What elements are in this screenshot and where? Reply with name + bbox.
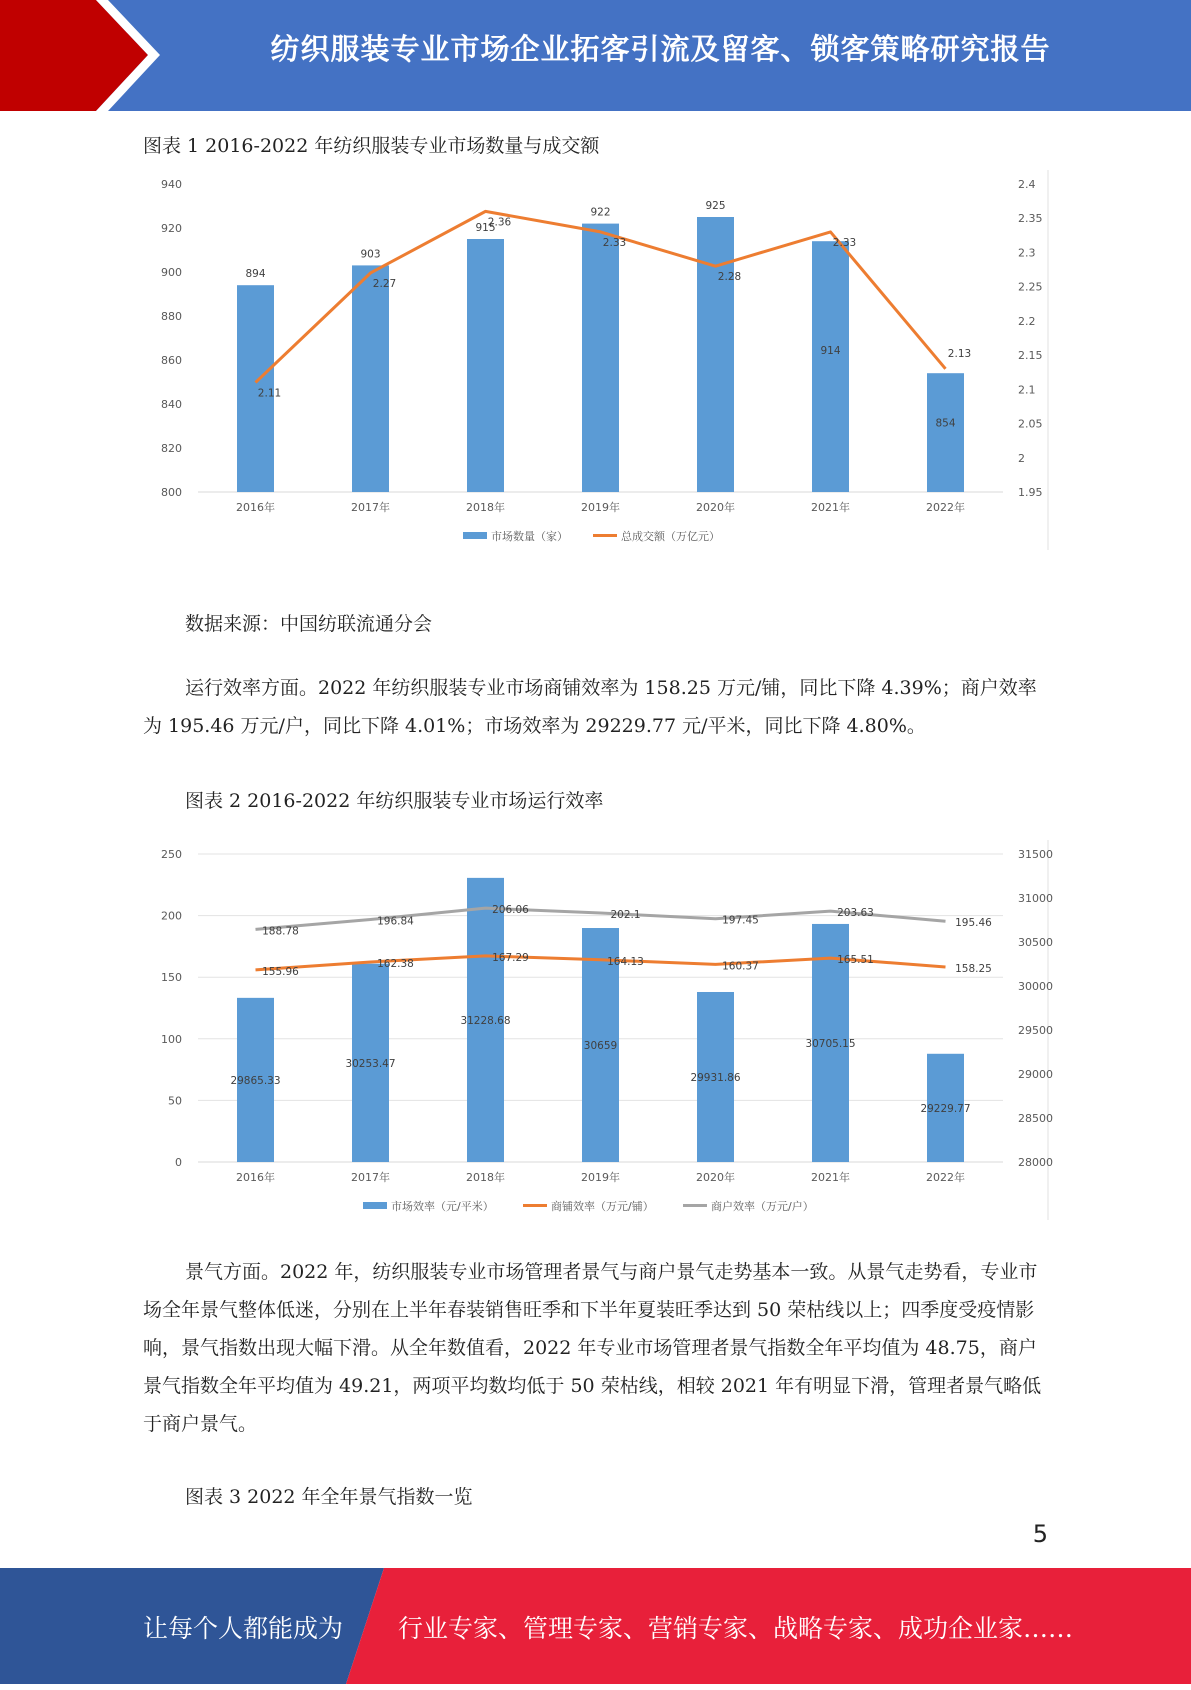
bar (697, 217, 734, 492)
bar-data-label: 914 (820, 345, 841, 358)
y-left-tick-label: 100 (161, 1032, 182, 1046)
bar (467, 239, 504, 492)
line-data-label: 162.38 (377, 957, 414, 970)
line-data-label: 2.36 (487, 216, 512, 229)
y-right-tick-label: 2.15 (1018, 349, 1043, 363)
x-tick-label: 2018年 (466, 501, 505, 514)
line-data-label: 2.33 (832, 236, 857, 249)
line-data-label: 2.28 (717, 271, 742, 284)
line-data-label: 2.11 (257, 387, 282, 400)
bar-data-label: 30253.47 (345, 1057, 396, 1070)
bar (352, 265, 389, 492)
y-left-tick-label: 820 (161, 442, 182, 455)
x-tick-label: 2020年 (696, 1171, 735, 1184)
line-data-label: 158.25 (955, 963, 992, 976)
y-left-tick-label: 200 (161, 909, 182, 923)
line-data-label: 167.29 (492, 951, 529, 964)
bar-data-label: 915 (475, 222, 496, 234)
line-data-label: 196.84 (377, 915, 414, 928)
y-right-tick-label: 2.25 (1018, 280, 1043, 294)
footer-slogan-right: 行业专家、管理专家、营销专家、战略专家、成功企业家…… (398, 1614, 1074, 1643)
bar-data-label: 29931.86 (690, 1071, 741, 1084)
y-right-tick-label: 2 (1018, 451, 1025, 465)
bar-data-label: 30705.15 (805, 1037, 856, 1050)
bar-data-label: 894 (245, 268, 266, 281)
y-left-tick-label: 0 (175, 1156, 182, 1169)
y-left-tick-label: 150 (161, 971, 182, 985)
y-right-tick-label: 2.05 (1018, 417, 1043, 431)
x-tick-label: 2016年 (236, 1171, 275, 1184)
page-footer (0, 1568, 1191, 1684)
x-tick-label: 2021年 (811, 501, 850, 514)
x-tick-label: 2019年 (581, 501, 620, 514)
bar-data-label: 903 (360, 248, 381, 261)
y-left-tick-label: 940 (161, 178, 182, 191)
chart2-container (143, 840, 1053, 1224)
header-title: 纺织服装专业市场企业拓客引流及留客、锁客策略研究报告 (270, 32, 1051, 66)
chart1-svg (143, 170, 1048, 550)
legend-swatch (363, 1202, 387, 1209)
y-left-tick-label: 50 (168, 1094, 182, 1108)
line-data-label: 2.33 (602, 236, 627, 249)
line-data-label: 202.1 (610, 909, 641, 922)
y-left-tick-label: 880 (161, 310, 182, 323)
data-source: 数据来源：中国纺联流通分会 (185, 613, 433, 635)
chart2-svg (143, 840, 1053, 1220)
y-right-tick-label: 28000 (1018, 1156, 1053, 1169)
y-right-tick-label: 28500 (1018, 1112, 1053, 1125)
line-data-label: 164.13 (607, 955, 644, 968)
x-tick-label: 2019年 (581, 1171, 620, 1184)
y-right-tick-label: 31000 (1018, 892, 1053, 905)
figure2-caption: 图表 2 2016-2022 年纺织服装专业市场运行效率 (185, 790, 604, 812)
legend-label: 商户效率（万元/户） (711, 1200, 814, 1213)
legend-label: 总成交额（万亿元） (621, 530, 720, 543)
paragraph-efficiency: 运行效率方面。2022 年纺织服装专业市场商铺效率为 158.25 万元/铺，同比下降 4.39%；商户效率为 195.46 万元/户，同比下降 4.01%；市场效率为 29229.77 元/平米，同比下降 4.80%。 (143, 677, 1037, 737)
bar-data-label: 925 (705, 200, 726, 212)
x-tick-label: 2016年 (236, 501, 275, 514)
chart1-container (143, 170, 1048, 554)
y-left-tick-label: 250 (161, 848, 182, 861)
bar-data-label: 30659 (583, 1040, 618, 1053)
bar (582, 224, 619, 492)
x-tick-label: 2017年 (351, 1171, 390, 1184)
y-left-tick-label: 800 (161, 486, 182, 499)
paragraph-sentiment: 景气方面。2022 年，纺织服装专业市场管理者景气与商户景气走势基本一致。从景气走势看，专业市场全年景气整体低迷，分别在上半年春装销售旺季和下半年夏装旺季达到 50 荣枯线以上；四季度受疫情影响，景气指数出现大幅下滑。从全年数值看，2022 年专业市场管理者景气指数全年平均值为 48.75，商户景气指数全年平均值为 49.21，两项平均数均低于 50 荣枯线，相较 2021 年有明显下滑，管理者景气略低于商户景气。 (143, 1261, 1042, 1435)
line-data-label: 165.51 (837, 954, 874, 967)
bar (812, 241, 849, 492)
y-right-tick-label: 29000 (1018, 1068, 1053, 1081)
y-right-tick-label: 2.4 (1018, 178, 1036, 191)
bar-data-label: 922 (590, 206, 611, 219)
bar-data-label: 29865.33 (230, 1074, 281, 1087)
line-data-label: 197.45 (722, 914, 759, 927)
x-tick-label: 2018年 (466, 1171, 505, 1184)
legend-label: 市场效率（元/平米） (391, 1200, 494, 1213)
bar (927, 373, 964, 492)
y-left-tick-label: 860 (161, 354, 182, 367)
legend-swatch (463, 532, 487, 539)
footer-slogan-left: 让每个人都能成为 (143, 1614, 344, 1643)
line-data-label: 155.96 (262, 965, 299, 978)
line-data-label: 188.78 (262, 925, 299, 938)
y-right-tick-label: 2.3 (1018, 246, 1036, 260)
y-right-tick-label: 29500 (1018, 1024, 1053, 1037)
x-tick-label: 2022年 (926, 501, 965, 514)
x-tick-label: 2017年 (351, 501, 390, 514)
line-data-label: 2.13 (947, 347, 972, 360)
y-right-tick-label: 2.2 (1018, 314, 1036, 328)
y-right-tick-label: 30000 (1018, 980, 1053, 993)
figure3-caption: 图表 3 2022 年全年景气指数一览 (185, 1486, 473, 1508)
y-right-tick-label: 2.35 (1018, 212, 1043, 226)
x-tick-label: 2020年 (696, 501, 735, 514)
bar-data-label: 854 (935, 417, 956, 430)
y-left-tick-label: 920 (161, 222, 182, 235)
legend-label: 市场数量（家） (491, 530, 568, 543)
bar-data-label: 31228.68 (460, 1014, 511, 1027)
page-header (0, 0, 1191, 111)
y-right-tick-label: 30500 (1018, 936, 1053, 949)
y-right-tick-label: 1.95 (1018, 486, 1043, 499)
line-data-label: 2.27 (372, 277, 397, 290)
figure1-caption: 图表 1 2016-2022 年纺织服装专业市场数量与成交额 (143, 135, 600, 157)
y-right-tick-label: 31500 (1018, 848, 1053, 861)
line-data-label: 203.63 (837, 907, 874, 920)
y-left-tick-label: 900 (161, 266, 182, 279)
x-tick-label: 2021年 (811, 1171, 850, 1184)
line-data-label: 195.46 (955, 917, 992, 930)
bar-data-label: 29229.77 (920, 1102, 971, 1115)
y-right-tick-label: 2.1 (1018, 383, 1036, 397)
y-left-tick-label: 840 (161, 398, 182, 411)
page-number: 5 (1032, 1520, 1048, 1548)
legend-label: 商铺效率（万元/铺） (551, 1200, 654, 1213)
line-data-label: 160.37 (722, 960, 759, 973)
line-data-label: 206.06 (492, 904, 529, 917)
x-tick-label: 2022年 (926, 1171, 965, 1184)
